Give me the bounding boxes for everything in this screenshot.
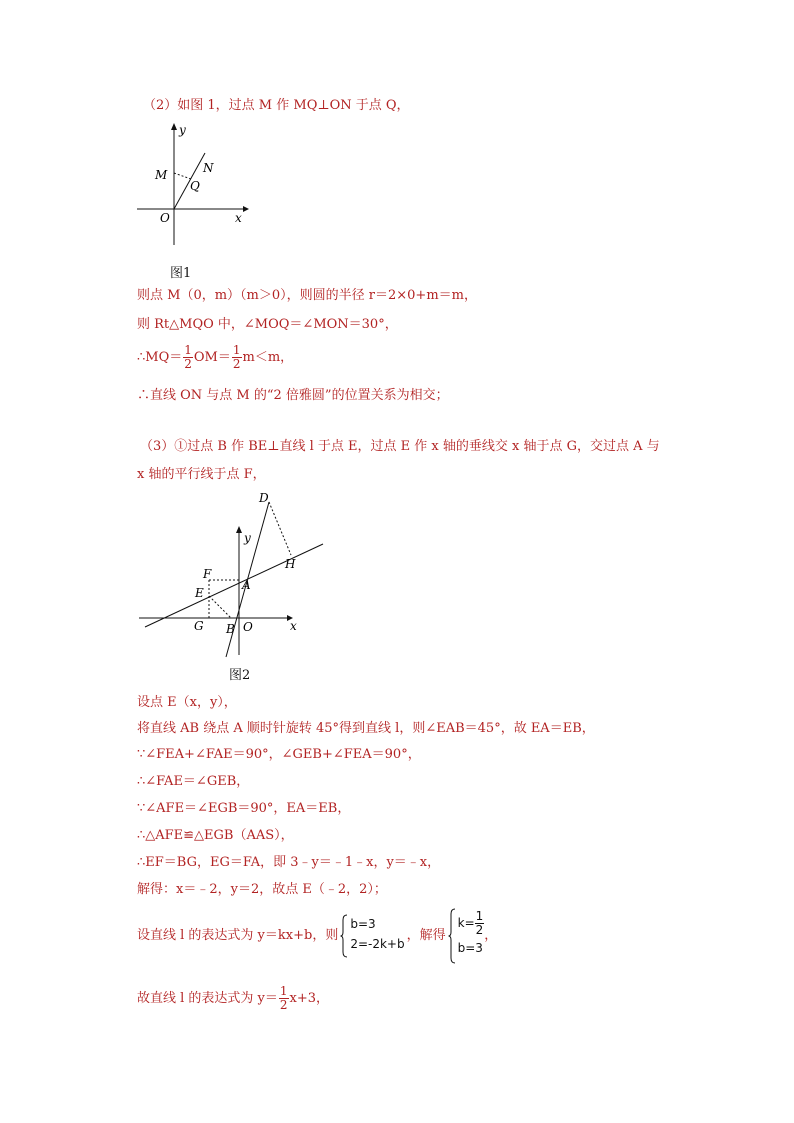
brace-icon [340,914,348,958]
equation-system-1: b=3 2=-2k+b [340,914,404,958]
part3-intro-1: （3）①过点 B 作 BE⊥直线 l 于点 E，过点 E 作 x 轴的垂线交 x 轴于点 G，交过点 A 与 [140,439,660,454]
part3-step-9: 设直线 l 的表达式为 y＝kx+b，则 b=3 2=-2k+b ，解得 k= $\frac{1}{2}$ b=3 ， [137,908,497,964]
fig2-label-e: E [195,586,204,600]
part3-step-8: 解得：x＝﹣2，y＝2，故点 E（﹣2，2）； [137,882,387,897]
fig1-label-m: M [155,168,168,182]
fig1-label-n: N [203,161,214,175]
equation-system-2: k= $\frac{1}{2}$ b=3 [448,908,485,964]
fraction-half: $\frac{1}{2}$ [475,909,484,937]
fig2-line-dh [269,502,291,555]
fraction-half: $\frac{1}{2}$ [279,984,288,1012]
fig1-label-x: x [235,211,242,225]
fig1-y-arrow [171,123,177,130]
figure-1-caption: 图1 [170,266,192,281]
part3-step-3: ∵∠FEA+∠FAE＝90°，∠GEB+∠FEA＝90°， [137,747,421,762]
part3-step-7: ∴EF＝BG，EG＝FA，即 3﹣y＝﹣1﹣x，y＝﹣x， [137,855,441,870]
part3-intro-2: x 轴的平行线于点 F， [137,467,266,482]
part3-step-1: 设点 E（x，y）， [137,695,237,710]
fig1-label-y: y [179,123,186,137]
part2-line-2: 则 Rt△MQO 中，∠MOQ＝∠MON＝30°， [137,317,398,332]
brace-icon [448,908,456,964]
fig2-line-l [145,544,323,627]
fig1-x-arrow [243,206,249,212]
figure-2-caption: 图2 [229,668,251,683]
fig2-y-arrow [236,526,242,533]
fig2-label-a: A [242,578,251,592]
part2-line-4: ∴直线 ON 与点 M 的“2 倍雅圆”的位置关系为相交； [137,388,449,403]
fig2-label-x: x [290,619,297,633]
part2-intro: （2）如图 1，过点 M 作 MQ⊥ON 于点 Q， [143,98,410,113]
figure-2 [135,485,335,660]
fig2-label-d: D [259,491,269,505]
part3-step-2: 将直线 AB 绕点 A 顺时针旋转 45°得到直线 l，则∠EAB＝45°，故 EA＝EB， [137,721,595,736]
fig1-label-o: O [160,211,170,225]
part3-step-6: ∴△AFE≌△EGB（AAS）， [137,828,294,843]
part3-step-4: ∴∠FAE＝∠GEB， [137,774,250,789]
part2-line-3: ∴MQ＝ $\frac{1}{2}$ OM＝ $\frac{1}{2}$ m＜m， [137,343,294,371]
fig2-label-b: B [226,622,235,636]
fraction-half: $\frac{1}{2}$ [184,343,192,371]
part3-step-10: 故直线 l 的表达式为 y＝ $\frac{1}{2}$ x+3， [137,984,330,1012]
part2-line-1: 则点 M（0，m）（m＞0），则圆的半径 r＝2×0+m＝m， [137,288,477,303]
figure-1 [135,120,255,250]
fig2-label-h: H [285,557,296,571]
fig2-label-g: G [194,619,204,633]
fraction-half: $\frac{1}{2}$ [232,343,241,371]
fig2-label-o: O [243,620,253,634]
part3-step-5: ∵∠AFE＝∠EGB＝90°，EA＝EB， [137,801,351,816]
fig2-label-f: F [203,567,212,581]
fig1-label-q: Q [190,179,200,193]
fig1-line-mq [174,173,191,179]
fig2-line-eb [209,596,231,618]
fig2-label-y: y [244,531,251,545]
